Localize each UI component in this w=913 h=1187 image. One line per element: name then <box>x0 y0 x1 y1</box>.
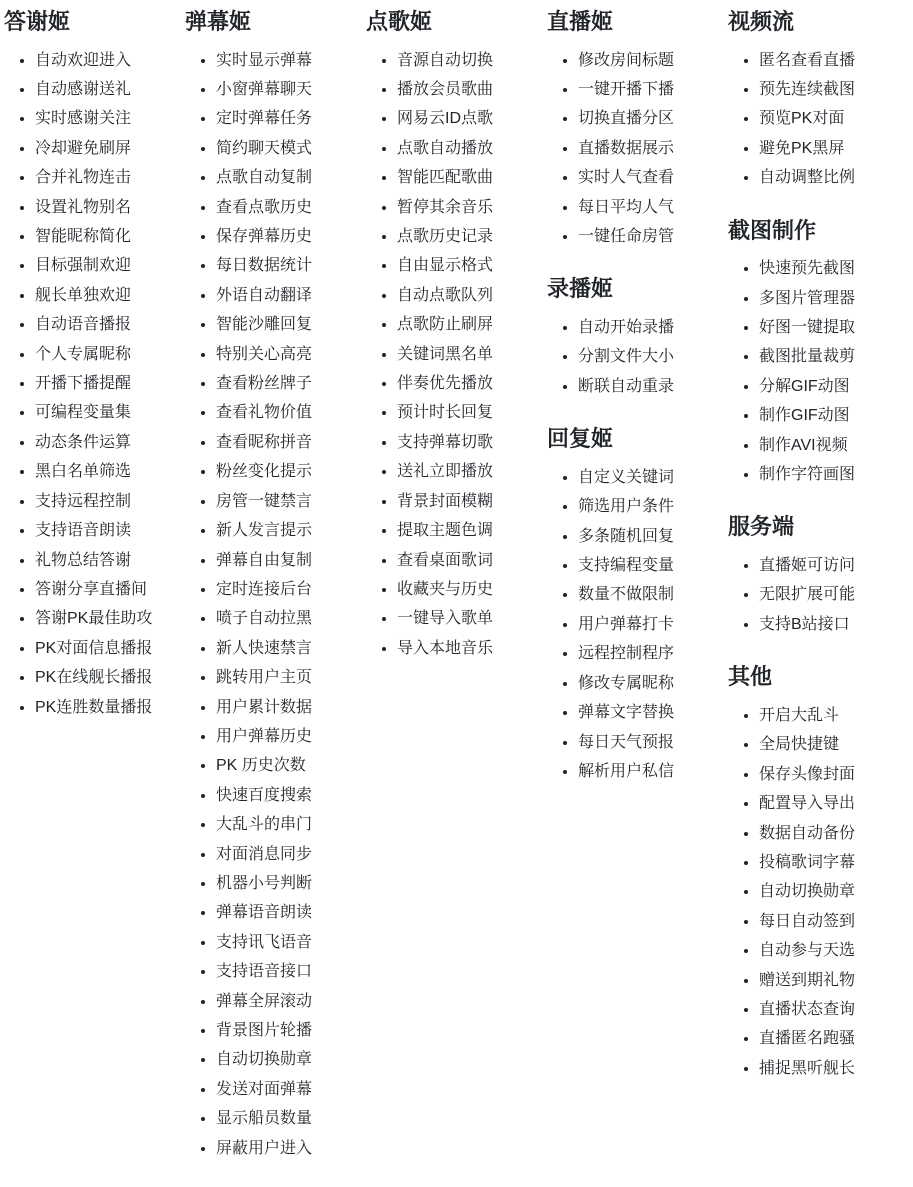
feature-item: • 小窗弹幕聊天 <box>216 75 366 104</box>
feature-item: • 自动调整比例 <box>759 163 909 192</box>
feature-item: • 保存头像封面 <box>759 760 909 789</box>
feature-item: • 保存弹幕历史 <box>216 222 366 251</box>
feature-item: • 制作字符画图 <box>759 460 909 489</box>
feature-list <box>547 313 728 401</box>
feature-item: • 答谢分享直播间 <box>35 575 185 604</box>
column-5 <box>728 0 909 1107</box>
section-title: 回复姬 <box>547 426 614 452</box>
feature-item: • 提取主题色调 <box>397 516 547 545</box>
feature-item: • 支持编程变量 <box>578 551 728 580</box>
feature-item: • 送礼立即播放 <box>397 457 547 486</box>
feature-item: • 智能昵称简化 <box>35 222 185 251</box>
feature-item: • 开启大乱斗 <box>759 701 909 730</box>
feature-item: • 冷却避免刷屏 <box>35 134 185 163</box>
feature-item: • 黑白名单筛选 <box>35 457 185 486</box>
feature-item: • 点歌自动播放 <box>397 134 547 163</box>
feature-item: • 开播下播提醒 <box>35 369 185 398</box>
feature-item: • 制作AVI视频 <box>759 431 909 460</box>
feature-item: • 赠送到期礼物 <box>759 966 909 995</box>
feature-item: • 自动切换勋章 <box>216 1045 366 1074</box>
feature-item: • 自动切换勋章 <box>759 877 909 906</box>
feature-item: • PK 历史次数 <box>216 751 366 780</box>
feature-item: • 实时感谢关注 <box>35 104 185 133</box>
feature-item: • 修改专属昵称 <box>578 669 728 698</box>
feature-item: • PK对面信息播报 <box>35 634 185 663</box>
feature-item: • 智能匹配歌曲 <box>397 163 547 192</box>
feature-item: • 房管一键禁言 <box>216 487 366 516</box>
feature-item: • 喷子自动拉黑 <box>216 604 366 633</box>
feature-item: • 目标强制欢迎 <box>35 251 185 280</box>
feature-item: • 粉丝变化提示 <box>216 457 366 486</box>
feature-item: • 多条随机回复 <box>578 522 728 551</box>
feature-item: • 远程控制程序 <box>578 639 728 668</box>
feature-item: • 自动开始录播 <box>578 313 728 342</box>
feature-list <box>547 463 728 786</box>
feature-item: • 数据自动备份 <box>759 819 909 848</box>
feature-item: • 实时人气查看 <box>578 163 728 192</box>
feature-item: • 截图批量裁剪 <box>759 342 909 371</box>
section-title: 弹幕姬 <box>185 9 252 34</box>
feature-item: • 导入本地音乐 <box>397 634 547 663</box>
feature-list <box>728 254 909 489</box>
feature-item: • 实时显示弹幕 <box>216 46 366 75</box>
feature-item: • 自动语音播报 <box>35 310 185 339</box>
feature-item: • 直播状态查询 <box>759 995 909 1024</box>
feature-item: • 自动欢迎进入 <box>35 46 185 75</box>
feature-item: • 切换直播分区 <box>578 104 728 133</box>
feature-item: • 发送对面弹幕 <box>216 1075 366 1104</box>
feature-item: • 好图一键提取 <box>759 313 909 342</box>
feature-item: • 弹幕全屏滚动 <box>216 987 366 1016</box>
feature-item: • 特别关心高亮 <box>216 340 366 369</box>
feature-item: • 支持弹幕切歌 <box>397 428 547 457</box>
feature-item: • 屏蔽用户进入 <box>216 1134 366 1163</box>
feature-item: • 一键任命房管 <box>578 222 728 251</box>
feature-item: • 暂停其余音乐 <box>397 193 547 222</box>
feature-item: • 外语自动翻译 <box>216 281 366 310</box>
feature-item: • 对面消息同步 <box>216 840 366 869</box>
feature-item: • 背景封面模糊 <box>397 487 547 516</box>
feature-item: • 直播姬可访问 <box>759 551 909 580</box>
feature-item: • 解析用户私信 <box>578 757 728 786</box>
feature-item: • PK连胜数量播报 <box>35 693 185 722</box>
feature-item: • 每日平均人气 <box>578 193 728 222</box>
section-title: 点歌姬 <box>366 9 433 34</box>
feature-item: • 自由显示格式 <box>397 251 547 280</box>
feature-item: • 舰长单独欢迎 <box>35 281 185 310</box>
feature-item: • 预先连续截图 <box>759 75 909 104</box>
feature-item: • 查看粉丝牌子 <box>216 369 366 398</box>
feature-item: • 用户弹幕打卡 <box>578 610 728 639</box>
feature-item: • 新人发言提示 <box>216 516 366 545</box>
feature-item: • 点歌历史记录 <box>397 222 547 251</box>
feature-item: • 机器小号判断 <box>216 869 366 898</box>
column-3 <box>366 0 547 687</box>
feature-item: • 跳转用户主页 <box>216 663 366 692</box>
feature-item: • 预览PK对面 <box>759 104 909 133</box>
feature-item: • 每日自动签到 <box>759 907 909 936</box>
feature-item: • 关键词黑名单 <box>397 340 547 369</box>
feature-list <box>4 46 185 722</box>
feature-item: • 查看礼物价值 <box>216 398 366 427</box>
feature-item: • 背景图片轮播 <box>216 1016 366 1045</box>
feature-list <box>185 46 366 1163</box>
feature-item: • 自动参与天选 <box>759 936 909 965</box>
feature-item: • 分割文件大小 <box>578 342 728 371</box>
feature-item: • 伴奏优先播放 <box>397 369 547 398</box>
feature-item: • 直播数据展示 <box>578 134 728 163</box>
section-title: 视频流 <box>728 9 795 34</box>
feature-item: • 制作GIF动图 <box>759 401 909 430</box>
section-title: 答谢姬 <box>4 9 71 34</box>
feature-item: • 断联自动重录 <box>578 372 728 401</box>
feature-item: • 分解GIF动图 <box>759 372 909 401</box>
feature-item: • 支持语音朗读 <box>35 516 185 545</box>
feature-item: • 数量不做限制 <box>578 580 728 609</box>
feature-item: • 自定义关键词 <box>578 463 728 492</box>
column-2 <box>185 0 366 1187</box>
feature-item: • 大乱斗的串门 <box>216 810 366 839</box>
feature-item: • 快速百度搜索 <box>216 781 366 810</box>
section-title: 服务端 <box>728 514 795 540</box>
feature-item: • 一键导入歌单 <box>397 604 547 633</box>
feature-item: • 收藏夹与历史 <box>397 575 547 604</box>
feature-item: • 弹幕语音朗读 <box>216 898 366 927</box>
feature-item: • 直播匿名跑骚 <box>759 1024 909 1053</box>
feature-item: • 点歌防止刷屏 <box>397 310 547 339</box>
feature-item: • 定时连接后台 <box>216 575 366 604</box>
feature-item: • 每日数据统计 <box>216 251 366 280</box>
feature-item: • 避免PK黑屏 <box>759 134 909 163</box>
feature-item: • 显示船员数量 <box>216 1104 366 1133</box>
feature-item: • 智能沙雕回复 <box>216 310 366 339</box>
feature-item: • 查看昵称拼音 <box>216 428 366 457</box>
feature-item: • 音源自动切换 <box>397 46 547 75</box>
feature-item: • 网易云ID点歌 <box>397 104 547 133</box>
section-title: 其他 <box>728 664 773 690</box>
feature-item: • 多图片管理器 <box>759 284 909 313</box>
feature-list <box>547 46 728 252</box>
feature-item: • 快速预先截图 <box>759 254 909 283</box>
feature-item: • 新人快速禁言 <box>216 634 366 663</box>
feature-item: • 支持讯飞语音 <box>216 928 366 957</box>
feature-item: • 用户弹幕历史 <box>216 722 366 751</box>
feature-item: • 支持B站接口 <box>759 610 909 639</box>
feature-item: • 弹幕文字替换 <box>578 698 728 727</box>
feature-item: • 自动点歌队列 <box>397 281 547 310</box>
feature-item: • 配置导入导出 <box>759 789 909 818</box>
feature-item: • PK在线舰长播报 <box>35 663 185 692</box>
feature-item: • 修改房间标题 <box>578 46 728 75</box>
feature-item: • 礼物总结答谢 <box>35 546 185 575</box>
feature-item: • 全局快捷键 <box>759 730 909 759</box>
feature-item: • 可编程变量集 <box>35 398 185 427</box>
feature-item: • 查看桌面歌词 <box>397 546 547 575</box>
feature-item: • 个人专属昵称 <box>35 340 185 369</box>
column-4 <box>547 0 728 810</box>
feature-item: • 合并礼物连击 <box>35 163 185 192</box>
feature-item: • 播放会员歌曲 <box>397 75 547 104</box>
feature-list <box>728 701 909 1083</box>
feature-item: • 预计时长回复 <box>397 398 547 427</box>
feature-list <box>728 551 909 639</box>
feature-item: • 捕捉黑听舰长 <box>759 1054 909 1083</box>
section-title: 录播姬 <box>547 276 614 302</box>
column-1 <box>4 0 185 746</box>
feature-list <box>728 46 909 193</box>
feature-item: • 支持语音接口 <box>216 957 366 986</box>
feature-item: • 自动感谢送礼 <box>35 75 185 104</box>
feature-item: • 用户累计数据 <box>216 693 366 722</box>
feature-item: • 投稿歌词字幕 <box>759 848 909 877</box>
feature-item: • 支持远程控制 <box>35 487 185 516</box>
feature-item: • 查看点歌历史 <box>216 193 366 222</box>
feature-item: • 动态条件运算 <box>35 428 185 457</box>
section-title: 截图制作 <box>728 217 817 243</box>
feature-item: • 简约聊天模式 <box>216 134 366 163</box>
section-title: 直播姬 <box>547 9 614 34</box>
feature-item: • 无限扩展可能 <box>759 580 909 609</box>
feature-item: • 筛选用户条件 <box>578 492 728 521</box>
feature-list <box>366 46 547 664</box>
feature-item: • 定时弹幕任务 <box>216 104 366 133</box>
feature-item: • 答谢PK最佳助攻 <box>35 604 185 633</box>
feature-item: • 匿名查看直播 <box>759 46 909 75</box>
feature-item: • 一键开播下播 <box>578 75 728 104</box>
feature-item: • 点歌自动复制 <box>216 163 366 192</box>
feature-item: • 每日天气预报 <box>578 728 728 757</box>
feature-item: • 弹幕自由复制 <box>216 546 366 575</box>
feature-item: • 设置礼物别名 <box>35 193 185 222</box>
